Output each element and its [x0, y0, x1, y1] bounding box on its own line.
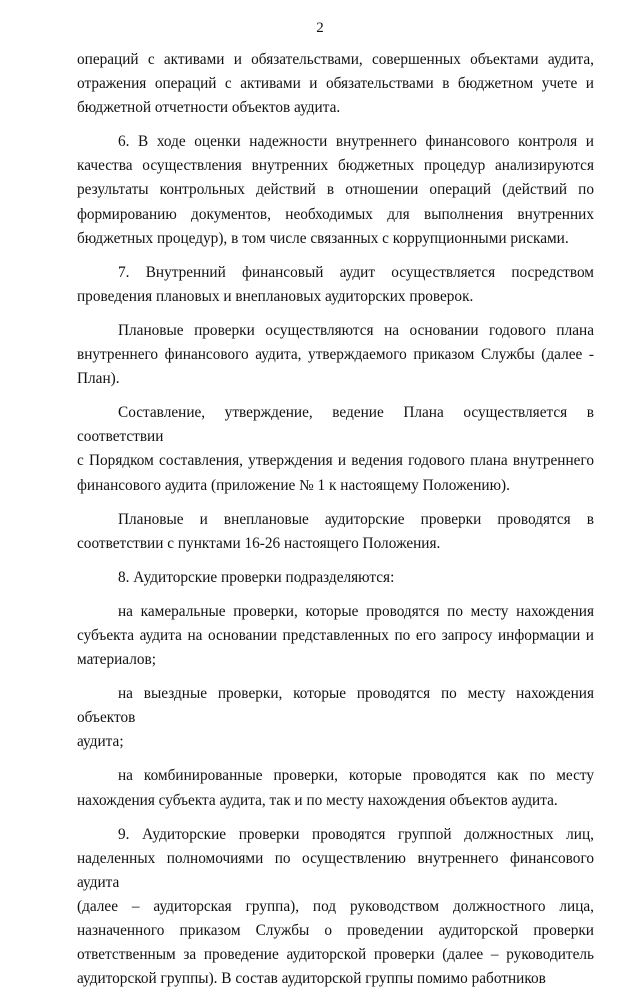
text-line: соответствии с пунктами 16-26 настоящего Положения.: [77, 534, 441, 552]
text-line: на комбинированные проверки, которые проводятся как по месту: [118, 767, 594, 785]
paragraph: [77, 823, 594, 991]
paragraph: [77, 401, 594, 497]
paragraph: [77, 566, 594, 590]
text-line: План).: [77, 370, 120, 388]
text-line: 8. Аудиторские проверки подразделяются:: [118, 568, 395, 586]
paragraph: [77, 319, 594, 391]
text-line: 9. Аудиторские проверки проводятся группой должностных лиц,: [118, 825, 594, 843]
paragraph: [77, 682, 594, 754]
text-line: операций с активами и обязательствами, совершенных объектами аудита,: [77, 51, 594, 68]
text-line: с Порядком составления, утверждения и ведения годового плана внутреннего: [77, 452, 594, 470]
text-line: бюджетных процедур), в том числе связанных с коррупционными рисками.: [77, 229, 569, 247]
text-line: Плановые и внеплановые аудиторские проверки проводятся в: [118, 510, 594, 528]
text-line: формированию документов, необходимых для выполнения внутренних: [77, 205, 594, 223]
text-line: аудита;: [77, 733, 124, 751]
text-line: ответственным за проведение аудиторской проверки (далее – руководитель: [77, 946, 594, 964]
text-line: качества осуществления внутренних бюджетных процедур анализируются: [77, 157, 594, 175]
text-line: бюджетной отчетности объектов аудита.: [77, 99, 341, 117]
text-line: субъекта аудита на основании представленных по его запросу информации и: [77, 626, 594, 644]
text-line: Составление, утверждение, ведение Плана осуществляется в соответствии: [77, 404, 594, 446]
text-line: проведения плановых и внеплановых аудиторских проверок.: [77, 287, 474, 305]
text-line: материалов;: [77, 651, 156, 669]
paragraph: [77, 508, 594, 556]
text-line: результаты контрольных действий в отношении операций (действий по: [77, 181, 594, 199]
text-line: внутреннего финансового аудита, утверждаемого приказом Службы (далее -: [77, 346, 594, 364]
page-number: 2: [316, 20, 324, 36]
text-line: назначенного приказом Службы о проведении аудиторской проверки: [77, 922, 594, 939]
text-line: 7. Внутренний финансовый аудит осуществляется посредством: [118, 263, 594, 281]
paragraph: [77, 764, 594, 812]
text-line: аудиторской группы). В состав аудиторской группы помимо работников: [77, 970, 546, 988]
paragraph: [77, 600, 594, 672]
text-line: 6. В ходе оценки надежности внутреннего финансового контроля и: [118, 133, 594, 151]
text-line: (далее – аудиторская группа), под руководством должностного лица,: [77, 897, 594, 915]
paragraph: [77, 130, 594, 250]
document-body: [77, 48, 594, 991]
paragraph: [77, 48, 594, 120]
text-line: отражения операций с активами и обязательствами в бюджетном учете и: [77, 75, 594, 93]
text-line: на камеральные проверки, которые проводятся по месту нахождения: [118, 602, 594, 620]
paragraph: [77, 261, 594, 309]
text-line: финансового аудита (приложение № 1 к настоящему Положению).: [77, 476, 510, 494]
text-line: наделенных полномочиями по осуществлению внутреннего финансового аудита: [77, 849, 594, 891]
text-line: нахождения субъекта аудита, так и по месту нахождения объектов аудита.: [77, 791, 558, 809]
text-line: на выездные проверки, которые проводятся по месту нахождения объектов: [77, 685, 594, 727]
text-line: Плановые проверки осуществляются на основании годового плана: [118, 321, 594, 339]
